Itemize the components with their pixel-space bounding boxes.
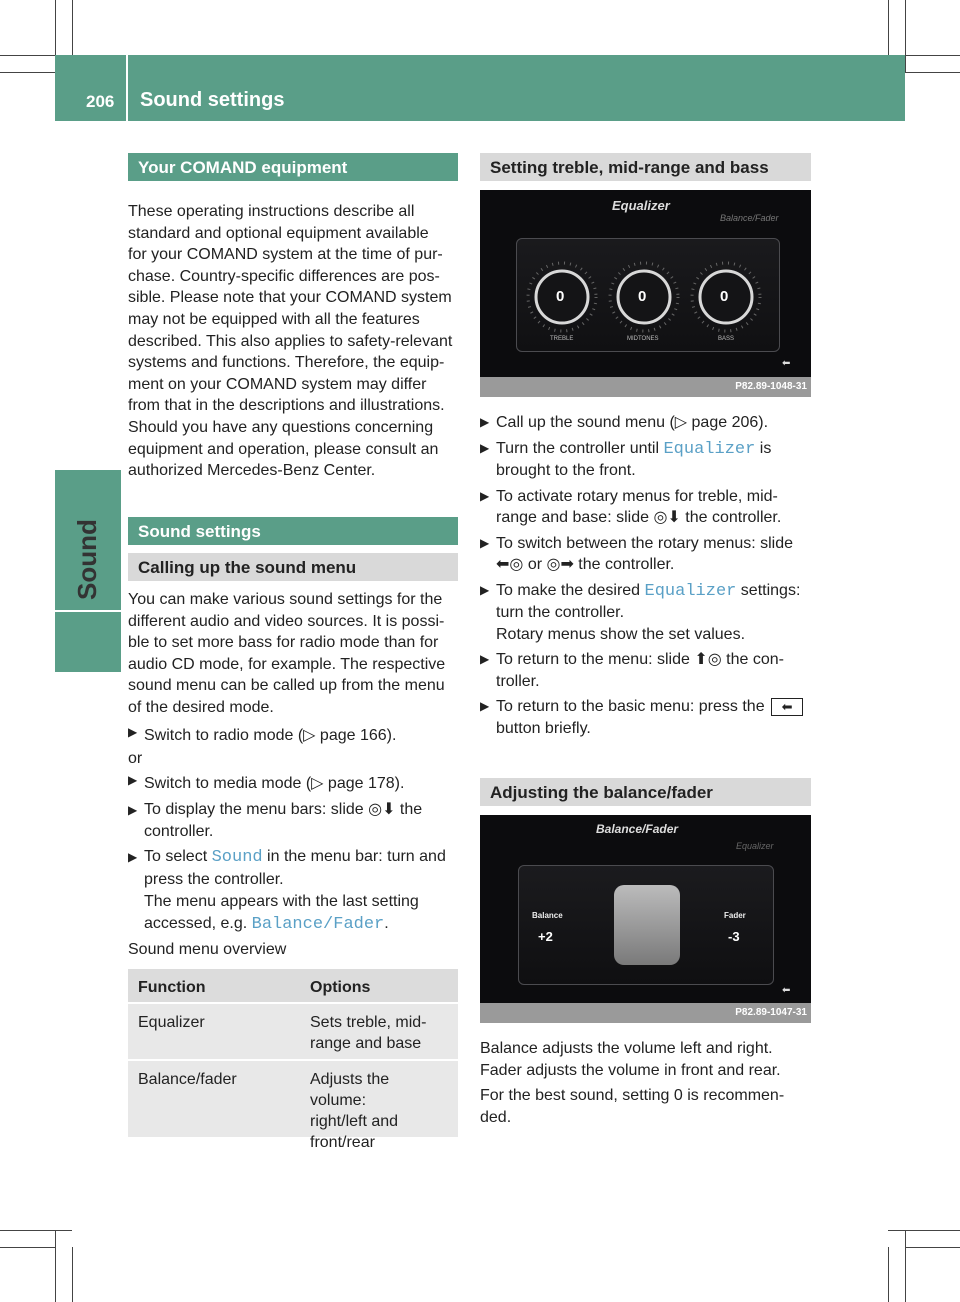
text-line: For the best sound, setting 0 is recommen- (480, 1087, 785, 1104)
page-title: Sound settings (140, 89, 285, 111)
text-line: standard and optional equipment available (128, 224, 429, 242)
step (480, 533, 815, 576)
step (480, 696, 815, 739)
code-equalizer: Equalizer (663, 439, 756, 459)
step-text: accessed, e.g. (144, 915, 252, 932)
cell-line: Adjusts the volume: (310, 1071, 390, 1109)
text-line: described. This also applies to safety-relevant (128, 332, 453, 350)
step-text: Switch to radio mode (▷ page 166). (144, 727, 397, 744)
text-line: systems and functions. Therefore, the equip- (128, 354, 445, 372)
crop-mark (0, 1230, 72, 1231)
crop-mark (905, 1230, 906, 1302)
step-text: button briefly. (496, 719, 591, 737)
text-line: You can make various sound settings for the (128, 591, 443, 608)
step-select-sound (128, 846, 474, 936)
text-line: sound menu can be called up from the menu (128, 677, 445, 694)
step-text: range and base: slide ◎⬇ the controller. (496, 509, 782, 526)
step-text: press the controller. (144, 871, 284, 888)
bullet-arrow-icon: ▶ (128, 725, 138, 739)
step-text: Rotary menus show the set values. (496, 625, 746, 643)
step-text: Call up the sound menu (▷ page 206). (496, 414, 769, 431)
table-header-cell: Options (310, 979, 371, 996)
text-line: from that in the descriptions and illustrations. (128, 397, 445, 415)
back-key-icon: ⬅ (771, 698, 803, 716)
step-text: ⬅◎ or ◎➡ the controller. (496, 556, 675, 573)
code-balance-fader: Balance/Fader (251, 915, 385, 934)
or-label: or (128, 750, 143, 767)
dial-value: 0 (638, 288, 647, 305)
figure-caption-bar (480, 377, 811, 397)
step-text: To return to the basic menu: press the (496, 698, 765, 715)
side-tab-label: Sound (72, 519, 102, 600)
text-line: ment on your COMAND system may differ (128, 375, 427, 393)
text-line: These operating instructions describe all (128, 203, 415, 220)
step (480, 649, 815, 692)
step-radio-mode (128, 725, 474, 745)
cell-line: Sets treble, mid- (310, 1014, 427, 1031)
equipment-paragraph (128, 201, 468, 482)
back-button-icon: ⬅ (782, 358, 791, 369)
table-row (128, 1004, 458, 1061)
bullet-arrow-icon: ▶ (480, 582, 490, 597)
equalizer-screenshot (480, 190, 811, 377)
bullet-arrow-icon: ▶ (128, 773, 138, 787)
step-text: controller. (144, 823, 214, 840)
screen-tab: Balance/Fader (720, 213, 779, 223)
text-line: different audio and video sources. It is possi- (128, 612, 445, 630)
text-line: sible. Please note that your COMAND system (128, 289, 452, 307)
dial-label: MIDTONES (627, 336, 659, 342)
dial-label: TREBLE (550, 336, 574, 342)
balance-value: +2 (538, 929, 553, 944)
step-text: To make the desired (496, 581, 645, 599)
text-line: ded. (480, 1108, 512, 1126)
step-media-mode (128, 773, 474, 793)
step-text: Turn the controller until (496, 439, 664, 457)
crop-mark (888, 1247, 889, 1302)
step-text: To switch between the rotary menus: slide (496, 534, 794, 552)
code-sound: Sound (211, 848, 263, 867)
step (480, 580, 815, 646)
heading-adjusting-balance-fader: Adjusting the balance/fader (480, 778, 811, 806)
text-line: Balance adjusts the volume left and right. (480, 1040, 773, 1057)
step-line (144, 846, 474, 869)
dial-value: 0 (720, 288, 729, 305)
text-line: authorized Mercedes-Benz Center. (128, 462, 376, 480)
text-line: ble to set more bass for radio mode than for (128, 634, 439, 651)
crop-mark (72, 0, 73, 55)
figure-caption-text: P82.89-1048-31 (735, 381, 807, 392)
bullet-arrow-icon: ▶ (480, 440, 490, 455)
figure-caption-bar (480, 1003, 811, 1023)
bullet-arrow-icon: ▶ (128, 850, 138, 864)
step (480, 486, 815, 529)
step-text: The menu appears with the last setting (144, 893, 419, 910)
code-equalizer: Equalizer (644, 581, 737, 601)
table-cell (300, 1061, 458, 1151)
crop-mark (905, 55, 960, 56)
screen-title: Balance/Fader (596, 822, 679, 836)
car-seats-graphic (614, 885, 680, 965)
text-line: for your COMAND system at the time of pur- (128, 246, 443, 264)
table-header-row (128, 969, 458, 1004)
step-text: To activate rotary menus for treble, mid- (496, 487, 778, 505)
dial-label: BASS (718, 336, 735, 342)
heading-calling-up-sound-menu: Calling up the sound menu (128, 553, 458, 581)
balance-label: Balance (532, 911, 563, 920)
crop-mark (888, 1230, 960, 1231)
step-text: in the menu bar: turn and (262, 848, 446, 865)
page-number: 206 (86, 92, 115, 111)
step-text: To display the menu bars: slide ◎⬇ the (144, 801, 423, 818)
section-side-tab-lower (55, 612, 121, 672)
back-button-icon: ⬅ (782, 985, 791, 996)
bullet-arrow-icon: ▶ (480, 415, 490, 429)
step-line (496, 438, 815, 461)
step (480, 412, 815, 434)
table-cell (300, 1004, 458, 1059)
step-display-menu-bars (128, 799, 474, 843)
fader-value: -3 (728, 929, 740, 944)
text-line: equipment and operation, please consult an (128, 440, 439, 458)
step-line (496, 696, 815, 718)
bullet-arrow-icon: ▶ (480, 652, 490, 666)
crop-mark (905, 1247, 960, 1248)
step-text: turn the controller. (496, 604, 625, 621)
sound-menu-table (128, 969, 458, 1151)
heading-setting-treble: Setting treble, mid-range and bass (480, 153, 811, 181)
step-line (496, 580, 815, 603)
crop-mark (905, 0, 906, 72)
table-cell: Balance/fader (138, 1071, 237, 1088)
treble-steps (480, 412, 815, 739)
screen-title: Equalizer (612, 198, 670, 213)
step (480, 438, 815, 482)
balance-fader-screenshot (480, 815, 811, 1005)
heading-your-comand-equipment: Your COMAND equipment (128, 153, 458, 181)
step-text: troller. (496, 672, 540, 690)
text-line: Fader adjusts the volume in front and rear. (480, 1061, 781, 1079)
text-line: of the desired mode. (128, 698, 274, 716)
bullet-arrow-icon: ▶ (480, 699, 490, 713)
bullet-arrow-icon: ▶ (480, 535, 490, 550)
cell-line: range and base (310, 1035, 422, 1052)
text-line: Should you have any questions concerning (128, 418, 434, 436)
cell-line: right/left and (310, 1113, 399, 1130)
bullet-arrow-icon: ▶ (480, 488, 490, 503)
crop-mark (55, 1230, 56, 1302)
table-cell: Equalizer (138, 1014, 205, 1031)
calling-paragraph (128, 589, 468, 718)
cell-line: front/rear (310, 1134, 375, 1151)
text-line: may not be equipped with all the features (128, 310, 420, 328)
crop-mark (0, 1247, 55, 1248)
heading-sound-settings: Sound settings (128, 517, 458, 545)
dial-value: 0 (556, 288, 565, 305)
crop-mark (888, 0, 889, 55)
figure-caption-text: P82.89-1047-31 (735, 1007, 807, 1018)
step-text: is (755, 439, 772, 457)
step-text: . (384, 915, 389, 932)
table-row (128, 1061, 458, 1151)
bullet-arrow-icon: ▶ (128, 803, 138, 817)
crop-mark (0, 55, 55, 56)
fader-label: Fader (724, 911, 746, 920)
step-text: To select (144, 848, 212, 865)
text-line: audio CD mode, for example. The respective (128, 655, 446, 673)
header-divider (126, 55, 128, 121)
step-line (144, 913, 474, 936)
sound-menu-overview-label: Sound menu overview (128, 941, 287, 958)
step-text: brought to the front. (496, 462, 636, 479)
equalizer-dials (480, 190, 811, 377)
balance-paragraph (480, 1038, 815, 1128)
text-line: chase. Country-specific differences are pos- (128, 267, 440, 285)
step-text: settings: (736, 581, 801, 599)
crop-mark (72, 1247, 73, 1302)
step-text: To return to the menu: slide ⬆◎ the con- (496, 651, 784, 668)
table-header-cell: Function (138, 979, 206, 996)
step-text: Switch to media mode (▷ page 178). (144, 775, 405, 792)
screen-tab: Equalizer (736, 841, 774, 851)
